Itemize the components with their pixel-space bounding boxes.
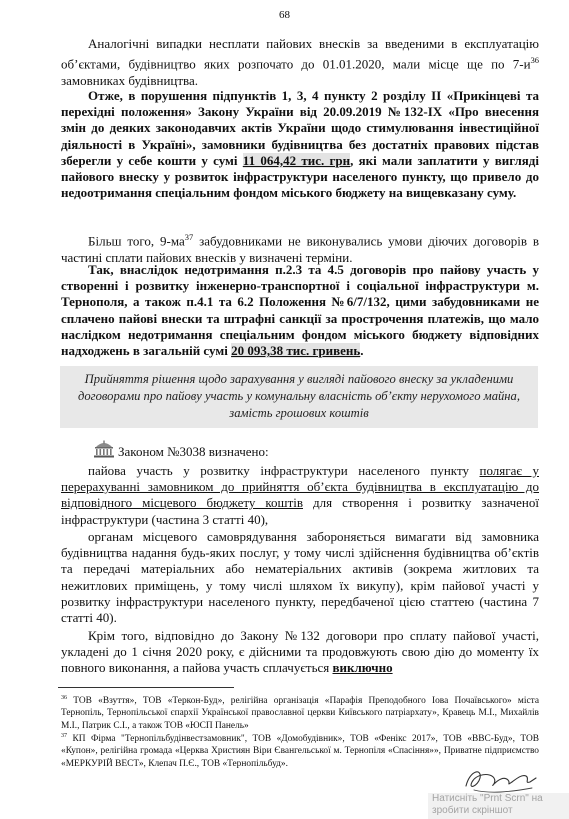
footnote-ref-36[interactable]: 36 [530, 55, 539, 66]
paragraph-text: Більш того, 9-ма [88, 233, 185, 249]
paragraph-text: пайова участь у розвитку інфраструктури населеного пункту [88, 463, 480, 478]
paragraph-text: Так, внаслідок недотримання п.2.3 та 4.5 договорів про пайову участь у створенні і розвитку інженерно-транспортної і соціальної інфраструктури м. Тернополя, а також п.4.1 та 6.2 Положення №6/7/132, цими забудовниками не сплачено пайові внески та штрафні санкції за прострочення платежів, що мало наслідком недотримання спеціальним фондом міського бюджету відповідних надходжень в загальній сумі [61, 262, 539, 359]
paragraph-text: . [360, 343, 364, 359]
callout-heading: Прийняття рішення щодо зарахування у вигляді пайового внеску за укладеними договорами про пайову участь у комунальну власність об’єкту нерухомого майна, замість грошових коштів [78, 372, 520, 420]
paragraph-text: Крім того, відповідно до Закону №132 договори про сплату пайової участі, укладені до 1 січня 2020 року, є дійсними та продовжують свою дію до моменту їх повного виконання, а пайова участь сплачується [61, 628, 539, 676]
paragraph-law-132 [61, 628, 539, 677]
footnote-marker: 36 [61, 695, 68, 701]
paragraph-unpaid-cases [61, 36, 539, 89]
law-intro: Законом №3038 визначено: [118, 444, 269, 459]
screenshot-toast[interactable] [428, 793, 569, 819]
underlined-bold-word: виключно [332, 660, 393, 676]
footnote-text: КП Фірма "Тернопільбудінвестзамовник", ТОВ «Домобудівник», ТОВ «Фенікс 2017», ТОВ «ВВС-Буд», ТОВ «Купон», релігійна громада «Церква Християн Віри Євангельської м. Тернопіля «Спасіння»», Приватне підприємство «МЕРКУРІЙ ВЕСТ», Клепач П.Є., ТОВ «Тернопільбуд». [61, 734, 539, 769]
footnote-separator [58, 687, 234, 688]
paragraph-contract-violations [61, 262, 539, 359]
paragraph-law-part3 [61, 463, 539, 528]
parliament-building-icon [93, 440, 115, 458]
amount-underlined: 11 064,42 тис. грн [242, 152, 351, 168]
paragraph-text: замовниках будівництва. [61, 72, 199, 88]
paragraph-conclusion-violation [61, 88, 539, 201]
paragraph-text: Отже, в порушення підпунктів 1, 3, 4 пункту 2 розділу ІІ «Прикінцеві та перехідні положення» Закону України від 20.09.2019 №132-ІХ «Про внесення змін до деяких законодавчих актів України щодо стимулювання інвестиційної діяльності в Україні», замовники будівництва без достатніх правових підстав зберегли у себе кошти у сумі [61, 88, 539, 168]
paragraph-text: , які мали заплатити у вигляді пайового внеску у розвиток інфраструктури населеного пункту, що привело до недоотримання спеціальним фондом міського бюджету на вищевказану суму. [61, 152, 539, 201]
toast-line-2: зробити скріншот [432, 805, 513, 816]
paragraph-text: Аналогічні випадки несплати пайових внесків за введеними в експлуатацію об’єктами, будівництво яких розпочато до 01.01.2020, мали місце ще по 7-и [61, 36, 539, 72]
footnote-marker: 37 [61, 733, 68, 739]
footnote-ref-37[interactable]: 37 [184, 232, 194, 242]
toast-line-1: Натисніть "Prnt Scrn" на [432, 793, 543, 804]
underlined-clause: полягає у перерахуванні замовником до прийняття об’єкта будівництва в експлуатацію до відповідного місцевого бюджету коштів [61, 463, 539, 511]
paragraph-developers [61, 229, 539, 266]
footnote-36 [61, 692, 539, 732]
footnote-text: ТОВ «Взуття», ТОВ «Теркон-Буд», релігійна організація «Парафія Преподобного Іова Почаївського» міста Тернопіль, Тернопільської єпархії Української православної церкви Київського патріархату», Кравець М.І., Михайлів М.І., Патрик С.І., а також ТОВ «ЮСП Панель» [61, 696, 539, 731]
paragraph-text: для створення і розвитку зазначеної інфраструктури (частина 3 статті 40), [61, 495, 539, 527]
paragraph-law-part7: органам місцевого самоврядування забороняється вимагати від замовника будівництва надання будь-яких послуг, у тому числі здійснення будівництва об’єктів та передачі матеріальних або нематеріальних активів (зокрема житлових та нежитлових приміщень, у тому числі шляхом їх викупу), крім пайової участі у розвитку інфраструктури населеного пункту, передбаченої цією статтею (частина 7 статті 40). [61, 529, 539, 626]
page-number: 68 [279, 9, 290, 21]
paragraph-text: забудовниками не виконувались умови діючих договорів в частині сплати пайових внесків у визначені терміни. [61, 233, 539, 265]
amount-underlined: 20 093,38 тис. гривень [231, 343, 361, 359]
